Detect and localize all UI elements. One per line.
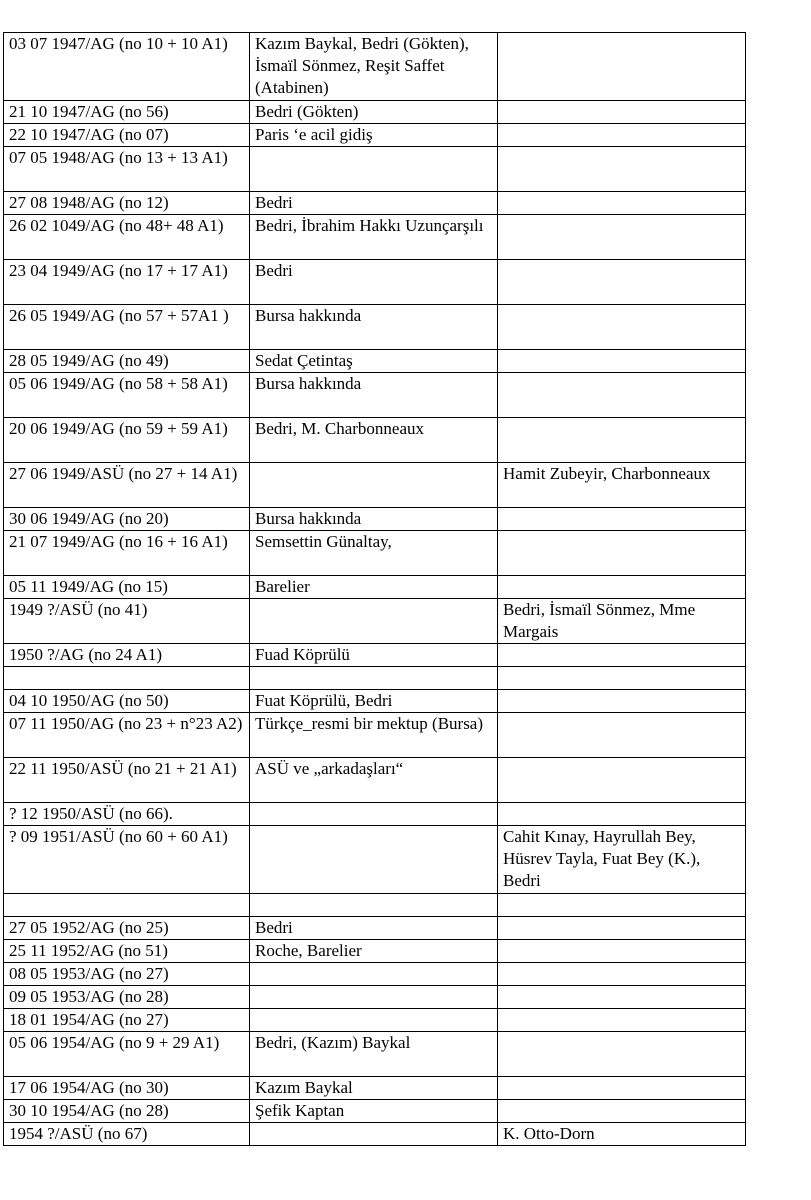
other-cell <box>498 713 746 758</box>
date-cell: 26 05 1949/AG (no 57 + 57A1 ) <box>4 305 250 350</box>
persons-cell <box>250 826 498 894</box>
table-row <box>4 940 746 963</box>
persons-cell: Roche, Barelier <box>250 940 498 963</box>
persons-cell: Kazım Baykal, Bedri (Gökten), İsmaïl Sönmez, Reşit Saffet (Atabinen) <box>250 33 498 101</box>
table-body <box>4 33 746 1146</box>
table-row <box>4 508 746 531</box>
other-cell <box>498 33 746 101</box>
other-cell <box>498 305 746 350</box>
persons-cell: Bursa hakkında <box>250 305 498 350</box>
table-row <box>4 124 746 147</box>
persons-cell: Bedri, (Kazım) Baykal <box>250 1032 498 1077</box>
date-cell: 30 06 1949/AG (no 20) <box>4 508 250 531</box>
date-cell: 05 06 1949/AG (no 58 + 58 A1) <box>4 373 250 418</box>
other-cell: Hamit Zubeyir, Charbonneaux <box>498 463 746 508</box>
table-row <box>4 1077 746 1100</box>
persons-cell <box>250 803 498 826</box>
date-cell: 17 06 1954/AG (no 30) <box>4 1077 250 1100</box>
other-cell <box>498 418 746 463</box>
other-cell <box>498 192 746 215</box>
date-cell: ? 12 1950/ASÜ (no 66). <box>4 803 250 826</box>
persons-cell <box>250 147 498 192</box>
persons-cell: Fuat Köprülü, Bedri <box>250 690 498 713</box>
persons-cell <box>250 599 498 644</box>
date-cell: 05 06 1954/AG (no 9 + 29 A1) <box>4 1032 250 1077</box>
table-row <box>4 418 746 463</box>
table-row <box>4 986 746 1009</box>
date-cell: 22 10 1947/AG (no 07) <box>4 124 250 147</box>
table-row <box>4 713 746 758</box>
date-cell: 20 06 1949/AG (no 59 + 59 A1) <box>4 418 250 463</box>
date-cell: 30 10 1954/AG (no 28) <box>4 1100 250 1123</box>
table-row <box>4 690 746 713</box>
date-cell <box>4 667 250 690</box>
persons-cell: Bedri, M. Charbonneaux <box>250 418 498 463</box>
table-row <box>4 963 746 986</box>
persons-cell: Sedat Çetintaş <box>250 350 498 373</box>
other-cell <box>498 894 746 917</box>
date-cell: 27 05 1952/AG (no 25) <box>4 917 250 940</box>
other-cell <box>498 1077 746 1100</box>
persons-cell: ASÜ ve „arkadaşları“ <box>250 758 498 803</box>
persons-cell: Bedri <box>250 192 498 215</box>
date-cell: 07 05 1948/AG (no 13 + 13 A1) <box>4 147 250 192</box>
table-row <box>4 463 746 508</box>
other-cell <box>498 917 746 940</box>
date-cell: ? 09 1951/ASÜ (no 60 + 60 A1) <box>4 826 250 894</box>
other-cell <box>498 1009 746 1032</box>
persons-cell <box>250 986 498 1009</box>
other-cell <box>498 940 746 963</box>
other-cell <box>498 508 746 531</box>
table-row <box>4 215 746 260</box>
date-cell: 21 10 1947/AG (no 56) <box>4 101 250 124</box>
other-cell <box>498 260 746 305</box>
persons-cell: Türkçe_resmi bir mektup (Bursa) <box>250 713 498 758</box>
table-row <box>4 917 746 940</box>
other-cell <box>498 986 746 1009</box>
date-cell: 1954 ?/ASÜ (no 67) <box>4 1123 250 1146</box>
other-cell <box>498 1032 746 1077</box>
other-cell <box>498 1100 746 1123</box>
other-cell <box>498 758 746 803</box>
persons-cell: Barelier <box>250 576 498 599</box>
table-row <box>4 644 746 667</box>
persons-cell: Bedri, İbrahim Hakkı Uzunçarşılı <box>250 215 498 260</box>
other-cell <box>498 124 746 147</box>
correspondence-table <box>3 32 746 1146</box>
table-row <box>4 1009 746 1032</box>
persons-cell: Fuad Köprülü <box>250 644 498 667</box>
date-cell: 21 07 1949/AG (no 16 + 16 A1) <box>4 531 250 576</box>
date-cell: 25 11 1952/AG (no 51) <box>4 940 250 963</box>
table-row <box>4 33 746 101</box>
table-row <box>4 1032 746 1077</box>
table-row <box>4 576 746 599</box>
other-cell: Bedri, İsmaïl Sönmez, Mme Margais <box>498 599 746 644</box>
other-cell <box>498 576 746 599</box>
table-row <box>4 260 746 305</box>
table-row <box>4 147 746 192</box>
other-cell <box>498 215 746 260</box>
table-row <box>4 192 746 215</box>
other-cell <box>498 963 746 986</box>
table-row <box>4 1100 746 1123</box>
table-row <box>4 894 746 917</box>
table-row <box>4 373 746 418</box>
persons-cell: Paris ‘e acil gidiş <box>250 124 498 147</box>
date-cell: 27 08 1948/AG (no 12) <box>4 192 250 215</box>
persons-cell: Kazım Baykal <box>250 1077 498 1100</box>
persons-cell: Semsettin Günaltay, <box>250 531 498 576</box>
date-cell: 09 05 1953/AG (no 28) <box>4 986 250 1009</box>
date-cell: 23 04 1949/AG (no 17 + 17 A1) <box>4 260 250 305</box>
persons-cell: Bedri <box>250 917 498 940</box>
date-cell: 05 11 1949/AG (no 15) <box>4 576 250 599</box>
date-cell: 08 05 1953/AG (no 27) <box>4 963 250 986</box>
date-cell <box>4 894 250 917</box>
date-cell: 18 01 1954/AG (no 27) <box>4 1009 250 1032</box>
other-cell <box>498 373 746 418</box>
persons-cell <box>250 1009 498 1032</box>
table-row <box>4 758 746 803</box>
date-cell: 07 11 1950/AG (no 23 + n°23 A2) <box>4 713 250 758</box>
date-cell: 28 05 1949/AG (no 49) <box>4 350 250 373</box>
other-cell: K. Otto-Dorn <box>498 1123 746 1146</box>
other-cell <box>498 531 746 576</box>
persons-cell <box>250 667 498 690</box>
date-cell: 1950 ?/AG (no 24 A1) <box>4 644 250 667</box>
table-row <box>4 1123 746 1146</box>
persons-cell: Bursa hakkında <box>250 373 498 418</box>
table-row <box>4 531 746 576</box>
table-row <box>4 826 746 894</box>
other-cell <box>498 667 746 690</box>
table-row <box>4 350 746 373</box>
date-cell: 03 07 1947/AG (no 10 + 10 A1) <box>4 33 250 101</box>
persons-cell: Bedri (Gökten) <box>250 101 498 124</box>
persons-cell: Bedri <box>250 260 498 305</box>
persons-cell: Bursa hakkında <box>250 508 498 531</box>
date-cell: 26 02 1049/AG (no 48+ 48 A1) <box>4 215 250 260</box>
other-cell <box>498 644 746 667</box>
other-cell <box>498 803 746 826</box>
table-row <box>4 305 746 350</box>
other-cell <box>498 690 746 713</box>
persons-cell: Şefik Kaptan <box>250 1100 498 1123</box>
date-cell: 1949 ?/ASÜ (no 41) <box>4 599 250 644</box>
date-cell: 27 06 1949/ASÜ (no 27 + 14 A1) <box>4 463 250 508</box>
table-row <box>4 101 746 124</box>
other-cell <box>498 350 746 373</box>
persons-cell <box>250 1123 498 1146</box>
table-row <box>4 803 746 826</box>
table-row <box>4 667 746 690</box>
other-cell: Cahit Kınay, Hayrullah Bey, Hüsrev Tayla, Fuat Bey (K.), Bedri <box>498 826 746 894</box>
persons-cell <box>250 894 498 917</box>
date-cell: 22 11 1950/ASÜ (no 21 + 21 A1) <box>4 758 250 803</box>
persons-cell <box>250 963 498 986</box>
date-cell: 04 10 1950/AG (no 50) <box>4 690 250 713</box>
other-cell <box>498 101 746 124</box>
table-row <box>4 599 746 644</box>
other-cell <box>498 147 746 192</box>
persons-cell <box>250 463 498 508</box>
